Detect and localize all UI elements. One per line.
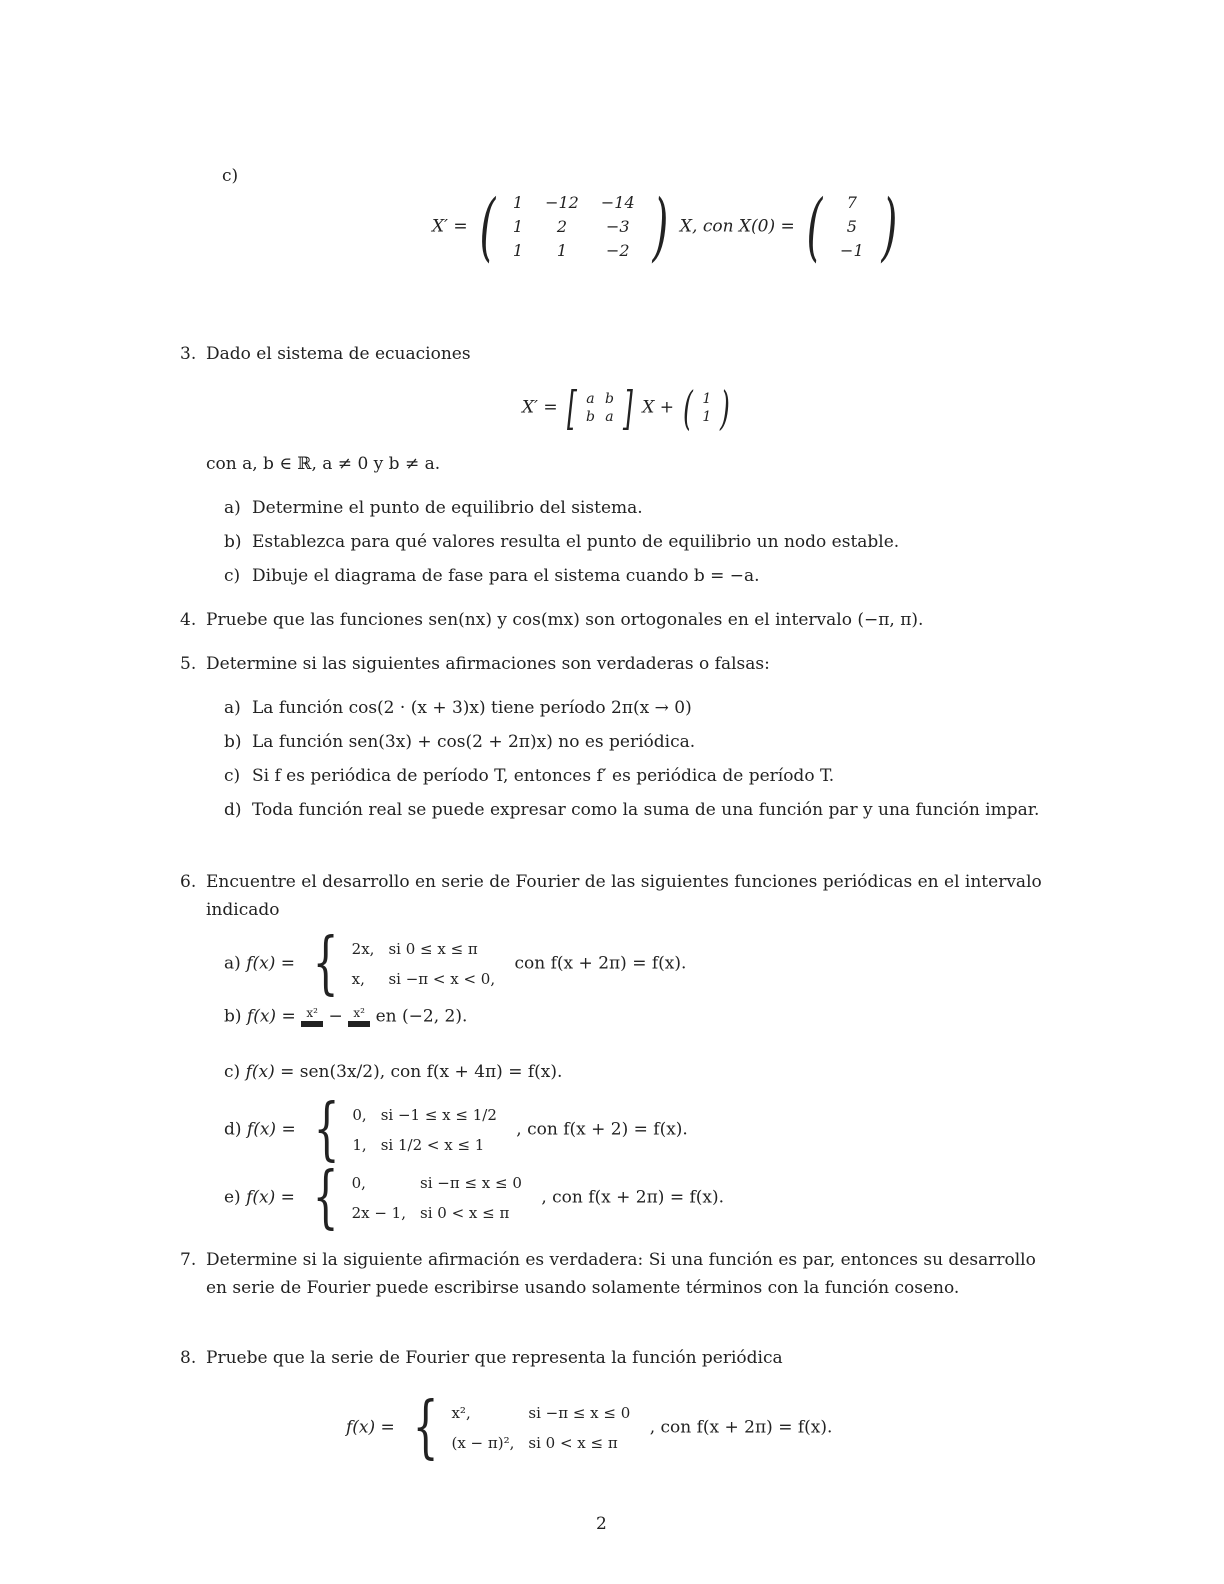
p3-item-c-text: Dibuje el diagrama de fase para el sistema cuando b = −a. bbox=[252, 566, 760, 586]
problem-8-number: 8. bbox=[180, 1348, 197, 1368]
p6-item-e-tail: , con f(x + 2π) = f(x). bbox=[541, 1187, 725, 1208]
p6-item-a-tail: con f(x + 2π) = f(x). bbox=[514, 953, 687, 974]
p6-item-b-frac2: x² bbox=[348, 1006, 370, 1028]
p6-item-b-label: b) bbox=[224, 1006, 242, 1027]
eq-8-cases: { x², si −π ≤ x ≤ 0 (x − π)², si 0 < x ≤ π bbox=[412, 1388, 631, 1467]
p6-item-c-label: c) bbox=[224, 1062, 241, 1082]
problem-7-number: 7. bbox=[180, 1250, 197, 1270]
p6-item-c-tail: sen(3x/2), con f(x + 4π) = f(x). bbox=[299, 1062, 563, 1082]
problem-8-intro: Pruebe que la serie de Fourier que representa la función periódica bbox=[206, 1348, 783, 1368]
eq-c-matrix: ( 1 −12 −14 1 2 −3 1 1 −2 ) bbox=[479, 184, 669, 270]
eq-c-vector: ( 7 5 −1 ) bbox=[806, 184, 898, 270]
p6-item-a-label: a) bbox=[224, 953, 241, 974]
problem-7-text: Determine si la siguiente afirmación es verdadera: Si una función es par, entonces su desarrollo en serie de Fourier puede escribirse usando solamente términos con la función coseno. bbox=[206, 1250, 1036, 1298]
p5-item-a-text: La función cos(2 · (x + 3)x) tiene período 2π(x → 0) bbox=[252, 698, 692, 718]
p6-item-a bbox=[224, 924, 687, 1003]
p6-item-d-lhs: f(x) = bbox=[246, 1119, 296, 1140]
p6-item-e-lhs: f(x) = bbox=[246, 1187, 295, 1208]
p3-item-c-label: c) bbox=[224, 566, 241, 586]
p6-item-b: b) f(x) = x² − x² en (−2, 2). bbox=[224, 1006, 468, 1027]
p5-item-d-text: Toda función real se puede expresar como la suma de una función par y una función impar. bbox=[252, 800, 1040, 820]
p6-item-e-label: e) bbox=[224, 1187, 241, 1208]
p3-item-a-text: Determine el punto de equilibrio del sistema. bbox=[252, 498, 643, 518]
p5-item-c-label: c) bbox=[224, 766, 241, 786]
eq-8-tail: , con f(x + 2π) = f(x). bbox=[649, 1417, 833, 1438]
problem-5-intro: Determine si las siguientes afirmaciones son verdaderas o falsas: bbox=[206, 654, 770, 674]
p6-item-b-frac1: x² bbox=[301, 1006, 323, 1028]
problem-6-intro: Encuentre el desarrollo en serie de Fourier de las siguientes funciones periódicas en el intervalo indicado bbox=[206, 872, 1042, 920]
equation-8 bbox=[346, 1388, 833, 1467]
eq-8-lhs: f(x) = bbox=[346, 1417, 395, 1438]
problem-4-text: Pruebe que las funciones sen(nx) y cos(mx) son ortogonales en el intervalo (−π, π). bbox=[206, 610, 924, 630]
p6-item-c-lhs: f(x) = bbox=[245, 1062, 300, 1082]
p3-item-b-label: b) bbox=[224, 532, 242, 552]
p6-item-e-cases: { 0, si −π ≤ x ≤ 0 2x − 1, si 0 < x ≤ π bbox=[312, 1158, 522, 1237]
item-c-label: c) bbox=[222, 166, 239, 186]
p6-item-a-cases: { 2x, si 0 ≤ x ≤ π x, si −π < x < 0, bbox=[313, 924, 496, 1003]
problem-4-number: 4. bbox=[180, 610, 197, 630]
p6-item-d-label: d) bbox=[224, 1119, 242, 1140]
p3-item-a-label: a) bbox=[224, 498, 241, 518]
p5-item-c-text: Si f es periódica de período T, entonces f′ es periódica de período T. bbox=[252, 766, 835, 786]
eq-3-matrix: [ a b b a ] bbox=[567, 381, 633, 435]
problem-3-condition: con a, b ∈ ℝ, a ≠ 0 y b ≠ a. bbox=[206, 454, 441, 474]
p5-item-a-label: a) bbox=[224, 698, 241, 718]
p6-item-d-tail: , con f(x + 2) = f(x). bbox=[516, 1119, 688, 1140]
p6-item-b-tail: en (−2, 2). bbox=[375, 1006, 468, 1027]
p3-item-b-text: Establezca para qué valores resulta el punto de equilibrio un nodo estable. bbox=[252, 532, 900, 552]
page-number: 2 bbox=[596, 1514, 607, 1534]
p6-item-e bbox=[224, 1158, 725, 1237]
equation-3: X′ = [ a b b a ] X + ( 1 1 ) bbox=[522, 385, 734, 431]
eq-c-middle: X, con X(0) = bbox=[679, 216, 795, 237]
problem-3-intro: Dado el sistema de ecuaciones bbox=[206, 344, 471, 364]
p6-item-b-lhs: f(x) = bbox=[246, 1006, 296, 1027]
p5-item-d-label: d) bbox=[224, 800, 242, 820]
eq-3-vector: ( 1 1 ) bbox=[683, 381, 731, 435]
problem-5-number: 5. bbox=[180, 654, 197, 674]
p6-item-a-lhs: f(x) = bbox=[246, 953, 295, 974]
problem-3-number: 3. bbox=[180, 344, 197, 364]
eq-c-lhs: X′ = bbox=[432, 216, 468, 237]
p6-item-c bbox=[224, 1058, 562, 1086]
p5-item-b-label: b) bbox=[224, 732, 242, 752]
p6-item-d bbox=[224, 1090, 688, 1169]
p5-item-b-text: La función sen(3x) + cos(2 + 2π)x) no es periódica. bbox=[252, 732, 696, 752]
problem-6-number: 6. bbox=[180, 872, 197, 892]
p6-item-d-cases: { 0, si −1 ≤ x ≤ 1/2 1, si 1/2 < x ≤ 1 bbox=[313, 1090, 497, 1169]
equation-c bbox=[432, 184, 904, 270]
